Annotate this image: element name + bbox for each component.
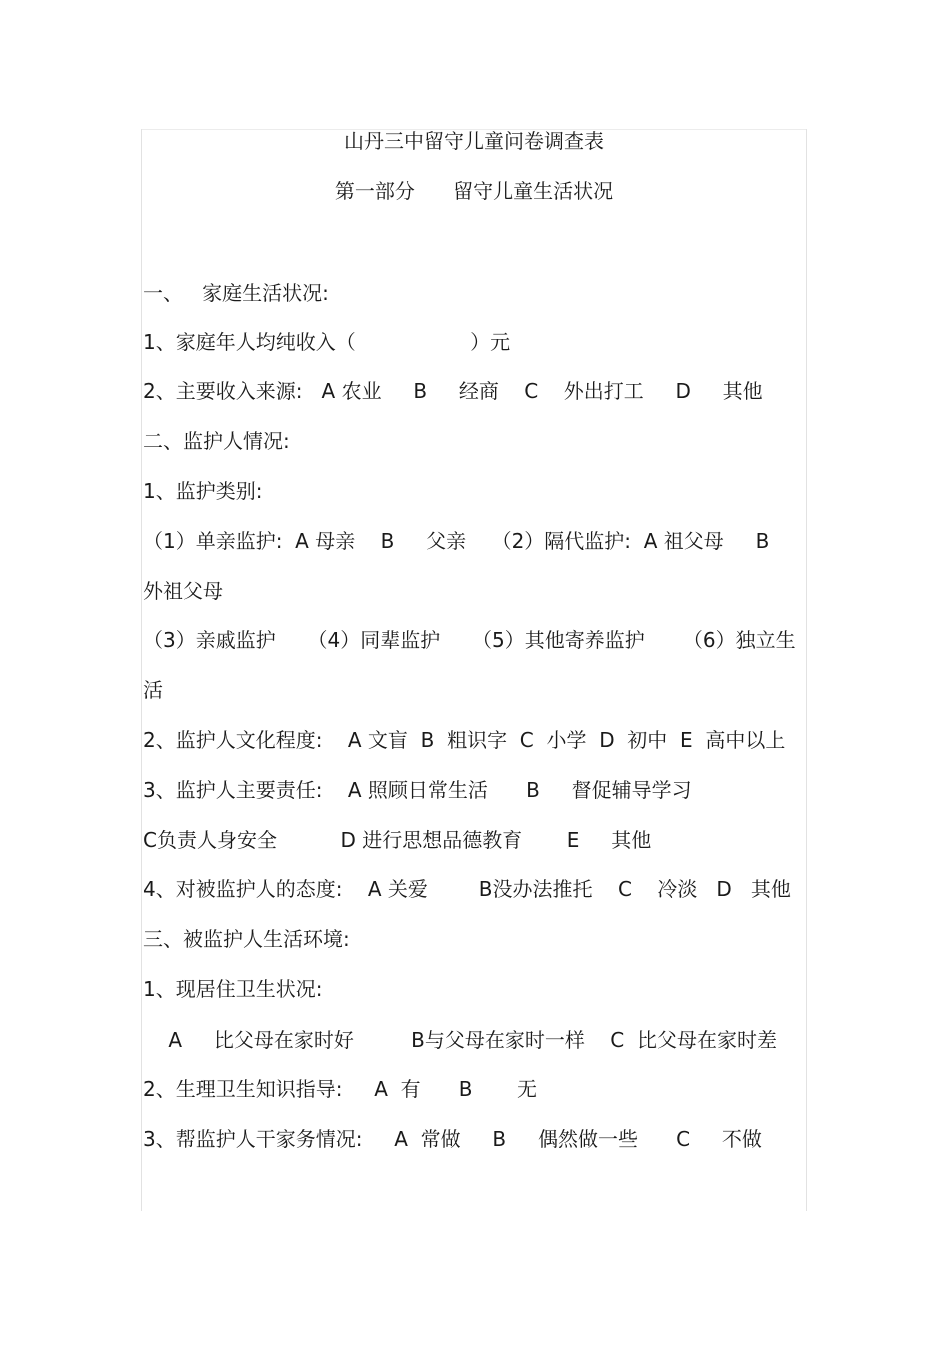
document-subtitle: 第一部分 留守儿童生活状况 [334, 179, 614, 203]
question-housework: 3、帮监护人干家务情况: A 常做 B 偶然做一些 C 不做 [143, 1127, 762, 1151]
question-guardian-type: 1、监护类别: [143, 479, 263, 503]
section-heading-living-environment: 三、被监护人生活环境: [143, 927, 350, 951]
question-guardian-responsibility: 3、监护人主要责任: A 照顾日常生活 B 督促辅导学习 [143, 778, 692, 802]
section-heading-guardian: 二、监护人情况: [143, 429, 290, 453]
question-guardian-education: 2、监护人文化程度: A 文盲 B 粗识字 C 小学 D 初中 E 高中以上 [143, 728, 786, 752]
question-family-income: 1、家庭年人均纯收入（ ）元 [143, 330, 511, 354]
document-title: 山丹三中留守儿童问卷调查表 [344, 129, 604, 153]
hygiene-status-options: A 比父母在家时好 B与父母在家时一样 C 比父母在家时差 [143, 1028, 777, 1052]
page-frame-left [141, 129, 142, 1211]
question-hygiene-status: 1、现居住卫生状况: [143, 977, 323, 1001]
question-income-source: 2、主要收入来源: A 农业 B 经商 C 外出打工 D 其他 [143, 379, 763, 403]
guardian-responsibility-options: C负责人身安全 D 进行思想品德教育 E 其他 [143, 828, 652, 852]
guardian-type-options-2: （3）亲戚监护 （4）同辈监护 （5）其他寄养监护 （6）独立生 [143, 628, 796, 652]
guardian-type-options-1: （1）单亲监护: A 母亲 B 父亲 （2）隔代监护: A 祖父母 B [143, 529, 770, 553]
question-guardian-attitude: 4、对被监护人的态度: A 关爱 B没办法推托 C 冷淡 D 其他 [143, 877, 791, 901]
guardian-type-options-1-cont: 外祖父母 [143, 579, 223, 603]
question-hygiene-guidance: 2、生理卫生知识指导: A 有 B 无 [143, 1077, 538, 1101]
page-frame-right [806, 129, 807, 1211]
section-heading-family-life: 一、 家庭生活状况: [143, 281, 329, 305]
guardian-type-options-2-cont: 活 [143, 678, 163, 702]
